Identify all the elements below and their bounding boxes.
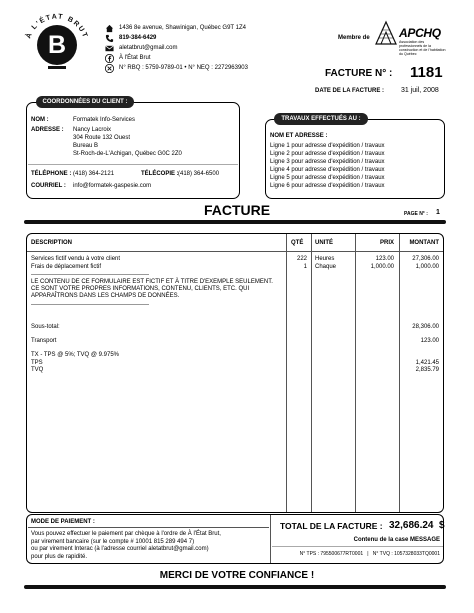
invoice-date: 31 juil, 2008 <box>401 87 439 94</box>
notice-separator <box>31 304 149 305</box>
work-line: Ligne 5 pour adresse d'expédition / travaux <box>270 175 385 181</box>
column-header-description: DESCRIPTION <box>31 240 73 246</box>
page-number-label: PAGE N° : <box>404 211 428 217</box>
client-address-line: 304 Route 132 Ouest <box>73 135 131 141</box>
client-section-title: COORDONNÉES DU CLIENT : <box>36 96 134 108</box>
column-header-amount: MONTANT <box>409 240 439 246</box>
column-divider <box>355 234 356 512</box>
client-address-line: Nancy Lacroix <box>73 127 112 133</box>
work-line: Ligne 2 pour adresse d'expédition / travaux <box>270 151 385 157</box>
client-divider <box>28 164 238 165</box>
mail-icon <box>105 44 114 53</box>
logo-letter: B <box>47 31 67 59</box>
work-section-title: TRAVAUX EFFECTUÉS AU : <box>274 113 368 125</box>
title-bar-rule <box>24 220 446 224</box>
invoice-number: 1181 <box>410 64 443 81</box>
invoice-number-label: FACTURE N° : <box>325 68 393 79</box>
apchq-logo <box>375 20 445 58</box>
work-line: Ligne 1 pour adresse d'expédition / travaux <box>270 143 385 149</box>
item-separator <box>31 274 149 275</box>
payment-title: MODE DE PAIEMENT : <box>31 519 95 525</box>
tps-label: TPS <box>31 360 43 366</box>
subtotal-value: 28,306.00 <box>412 324 439 330</box>
payment-instructions: Vous pouvez effectuer le paiement par chèque à l'ordre de À l'État Brut, par virement bancaire (sur le compte # 10001 815 289 494 7) ou par virement Interac (à l'adresse courriel aletatbrut@gmail.com) pour plus de rapidité. <box>31 531 221 560</box>
invoice-date-label: DATE DE LA FACTURE : <box>315 88 384 94</box>
column-divider <box>286 234 287 512</box>
client-fax: (418) 364-6500 <box>178 171 220 177</box>
work-line: Ligne 4 pour adresse d'expédition / travaux <box>270 167 385 173</box>
transport-value: 123.00 <box>420 338 439 344</box>
home-icon <box>105 24 114 33</box>
header-divider <box>27 251 443 252</box>
total-value: 32,686.24 $ <box>389 520 445 531</box>
company-phone[interactable]: 819-384-6429 <box>119 35 157 41</box>
page-number: 1 <box>436 209 440 216</box>
membership-label: Membre de <box>338 35 370 41</box>
company-phone-row <box>105 33 156 43</box>
work-line: Ligne 6 pour adresse d'expédition / travaux <box>270 183 385 189</box>
transport-label: Transport <box>31 338 57 344</box>
item-amount: 27,306.00 <box>412 256 439 262</box>
client-name-label: NOM : <box>31 117 49 123</box>
company-registration-row <box>105 63 248 73</box>
item-price: 123.00 <box>375 256 394 262</box>
footer-rule <box>24 585 446 589</box>
column-header-unit: UNITÉ <box>315 240 333 246</box>
client-address-line: St-Roch-de-L'Achigan, Québec G0C 2Z0 <box>73 151 182 157</box>
client-phone-label: TÉLÉPHONE : <box>31 171 72 177</box>
payment-divider <box>270 515 271 563</box>
tax-registration-numbers: N° TPS : 795500677RT0001 | N° TVQ : 1057328033TQ0001 <box>299 551 440 557</box>
client-email-label: COURRIEL : <box>31 183 66 189</box>
logo-arc-text: À L'ÉTAT BRUT <box>25 13 89 40</box>
client-address-label: ADRESSE : <box>31 127 64 133</box>
company-logo <box>18 6 96 84</box>
item-price: 1,000.00 <box>370 264 394 270</box>
column-header-qty: QTÉ <box>291 240 304 246</box>
item-amount: 1,000.00 <box>415 264 439 270</box>
apchq-name: APCHQ <box>399 26 441 40</box>
column-header-price: PRIX <box>379 240 394 246</box>
items-table <box>26 233 444 513</box>
facebook-icon <box>105 54 114 63</box>
company-facebook-row <box>105 53 151 63</box>
phone-icon <box>105 34 114 43</box>
tps-value: 1,421.45 <box>415 360 439 366</box>
company-email[interactable]: aletatbrut@gmail.com <box>119 45 178 51</box>
company-address: 1436 8e avenue, Shawinigan, Québec G9T 1Z4 <box>119 25 246 31</box>
work-header: NOM ET ADRESSE : <box>270 133 328 139</box>
thank-you-message: MERCI DE VOTRE CONFIANCE ! <box>159 570 315 581</box>
company-facebook[interactable]: À l'État Brut <box>119 55 151 61</box>
item-description: Frais de déplacement fictif <box>31 264 102 270</box>
work-line: Ligne 3 pour adresse d'expédition / travaux <box>270 159 385 165</box>
company-email-row <box>105 43 177 53</box>
apchq-tagline: Association des professionnels de la construction et de l'habitation du Québec <box>399 40 446 56</box>
tvq-value: 2,835.79 <box>415 367 439 373</box>
item-qty: 222 <box>296 256 307 262</box>
payment-title-rule <box>28 527 269 528</box>
message-content: Contenu de la case MESSAGE <box>353 537 440 543</box>
tvq-label: TVQ <box>31 367 44 373</box>
item-unit: Heures <box>315 256 335 262</box>
subtotal-label: Sous-total: <box>31 324 60 330</box>
client-address-line: Bureau B <box>73 143 99 149</box>
column-divider <box>399 234 400 512</box>
company-registration: N° RBQ : 5759-9789-01 • N° NEQ : 2272963903 <box>119 65 248 71</box>
client-phone: (418) 364-2121 <box>73 171 115 177</box>
message-rule <box>272 546 443 547</box>
document-title: FACTURE <box>203 202 271 218</box>
notice-text: LE CONTENU DE CE FORMULAIRE EST FICTIF ET À TITRE D'EXEMPLE SEULEMENT. CE SONT VOTRE PROPRES INFORMATIONS, CONTENU, CLIENTS, ETC. QUI APPARAÎTRONS DANS LES CHAMPS DE DONNÉES. <box>31 279 273 300</box>
total-label: TOTAL DE LA FACTURE : <box>280 521 383 531</box>
client-name: Formatek Info-Services <box>73 117 136 123</box>
company-address-row <box>105 23 246 33</box>
column-divider <box>311 234 312 512</box>
item-description: Services fictif vendu à votre client <box>31 256 121 262</box>
client-email: info@formatek-gaspesie.com <box>73 183 152 189</box>
tax-description: TX - TPS @ 5%; TVQ @ 9.975% <box>31 352 119 358</box>
client-fax-label: TÉLÉCOPIE : <box>141 171 179 177</box>
tools-icon <box>105 64 114 73</box>
item-qty: 1 <box>303 264 307 270</box>
item-unit: Chaque <box>315 264 337 270</box>
